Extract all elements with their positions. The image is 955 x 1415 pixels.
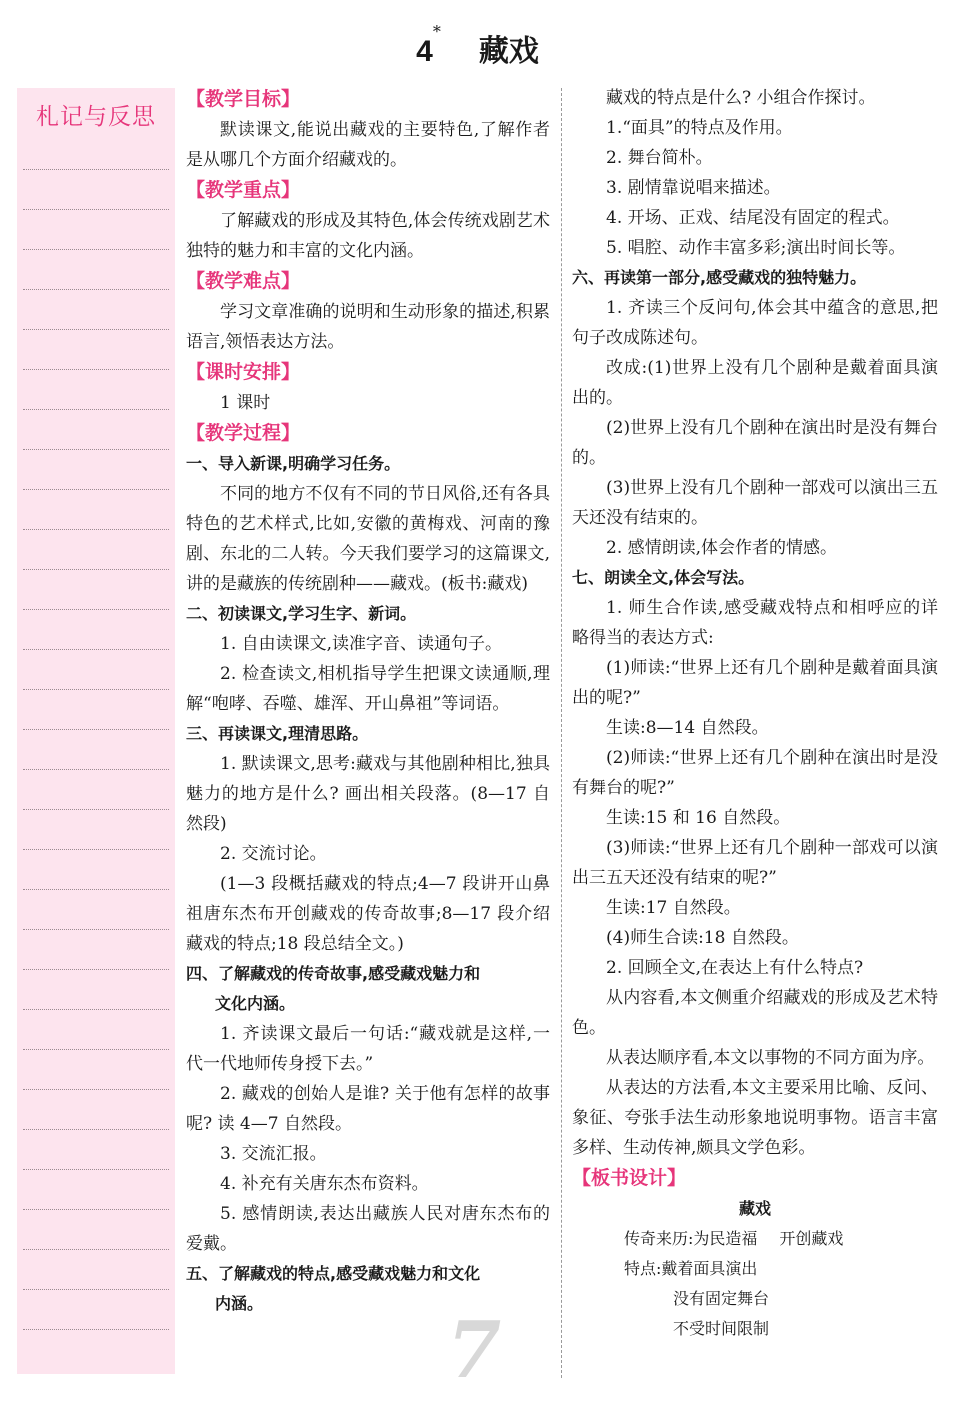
step-5-text: 藏戏的特点是什么? 小组合作探讨。 <box>606 88 876 108</box>
step-7-item: (4)师生合读:18 自然段。 <box>606 928 799 948</box>
board-line <box>572 1224 938 1254</box>
note-line <box>23 569 169 570</box>
key-text: 了解藏戏的形成及其特色,体会传统戏剧艺术独特的魅力和丰富的文化内涵。 <box>186 211 550 261</box>
step-7-item: (3)师读:“世界上还有几个剧种一部戏可以演出三五天还没有结束的呢?” <box>572 838 938 888</box>
note-line <box>23 209 169 210</box>
step-4-item: 4. 补充有关唐东杰布资料。 <box>220 1174 429 1194</box>
step-heading-6: 六、再读第一部分,感受藏戏的独特魅力。 <box>572 268 867 287</box>
step-1-text: 不同的地方不仅有不同的节日风俗,还有各具特色的艺术样式,比如,安徽的黄梅戏、河南的豫剧、东北的二人转。今天我们要学习的这篇课文,讲的是藏族的传统剧种——藏戏。(板书:藏戏) <box>186 484 550 594</box>
note-line <box>23 169 169 170</box>
step-7-item: 从表达顺序看,本文以事物的不同方面为序。 <box>606 1048 935 1068</box>
note-line <box>23 969 169 970</box>
schedule-text: 1 课时 <box>220 393 271 413</box>
step-7-item: (1)师读:“世界上还有几个剧种是戴着面具演出的呢?” <box>572 658 938 708</box>
section-heading-difficulty: 【教学难点】 <box>186 270 301 292</box>
note-line <box>23 369 169 370</box>
lesson-star-mark: * <box>432 22 441 41</box>
note-line <box>23 1049 169 1050</box>
note-line <box>23 1129 169 1130</box>
step-6-item: (3)世界上没有几个剧种一部戏可以演出三五天还没有结束的。 <box>572 478 938 528</box>
step-4-item: 2. 藏戏的创始人是谁? 关于他有怎样的故事呢? 读 4—7 自然段。 <box>186 1084 550 1134</box>
right-column <box>572 83 938 1344</box>
step-5-item: 3. 剧情靠说唱来描述。 <box>606 178 781 198</box>
note-line <box>23 849 169 850</box>
step-heading-2: 二、初读课文,学习生字、新词。 <box>186 604 417 623</box>
note-line <box>23 1169 169 1170</box>
step-5-item: 4. 开场、正戏、结尾没有固定的程式。 <box>606 208 900 228</box>
section-heading-goal: 【教学目标】 <box>186 88 301 110</box>
note-line <box>23 649 169 650</box>
note-line <box>23 329 169 330</box>
note-line <box>23 1009 169 1010</box>
step-heading-3: 三、再读课文,理清思路。 <box>186 724 369 743</box>
step-heading-1: 一、导入新课,明确学习任务。 <box>186 454 401 473</box>
difficulty-text: 学习文章准确的说明和生动形象的描述,积累语言,领悟表达方法。 <box>186 302 550 352</box>
step-4-item: 5. 感情朗读,表达出藏族人民对唐东杰布的爱戴。 <box>186 1204 550 1254</box>
section-heading-process: 【教学过程】 <box>186 422 301 444</box>
step-7-item: 生读:8—14 自然段。 <box>606 718 769 738</box>
left-column <box>186 84 550 1319</box>
note-line <box>23 289 169 290</box>
section-heading-schedule: 【课时安排】 <box>186 361 301 383</box>
step-7-item: 从表达的方法看,本文主要采用比喻、反问、象征、夸张手法生动形象地说明事物。语言丰富多样、生动传神,颇具文学色彩。 <box>572 1078 938 1158</box>
note-line <box>23 769 169 770</box>
note-line <box>23 809 169 810</box>
step-3-item: (1—3 段概括藏戏的特点;4—7 段讲开山鼻祖唐东杰布开创藏戏的传奇故事;8—17 段介绍藏戏的特点;18 段总结全文。) <box>186 874 550 954</box>
step-3-item: 2. 交流讨论。 <box>220 844 327 864</box>
goal-text: 默读课文,能说出藏戏的主要特色,了解作者是从哪几个方面介绍藏戏的。 <box>186 120 550 170</box>
board-origin-result: 开创藏戏 <box>779 1229 844 1248</box>
step-5-item: 2. 舞台简朴。 <box>606 148 713 168</box>
step-heading-5-cont: 内涵。 <box>215 1294 264 1313</box>
step-heading-4-cont: 文化内涵。 <box>215 994 296 1013</box>
note-line <box>23 409 169 410</box>
board-title: 藏戏 <box>738 1199 771 1218</box>
note-line <box>23 529 169 530</box>
step-3-item: 1. 默读课文,思考:藏戏与其他剧种相比,独具魅力的地方是什么? 画出相关段落。(8—17 自然段) <box>186 754 550 834</box>
notes-sidebar <box>17 88 175 1374</box>
note-line <box>23 1329 169 1330</box>
lesson-title: 藏戏 <box>478 34 539 69</box>
step-7-item: 生读:17 自然段。 <box>606 898 741 918</box>
note-line <box>23 929 169 930</box>
note-line <box>23 1209 169 1210</box>
step-7-item: 生读:15 和 16 自然段。 <box>606 808 791 828</box>
page-number: 7 <box>447 1305 502 1396</box>
sidebar-title: 札记与反思 <box>36 104 156 130</box>
step-6-item: 2. 感情朗读,体会作者的情感。 <box>606 538 838 558</box>
page-title <box>0 22 955 70</box>
board-line: 没有固定舞台 <box>673 1289 770 1308</box>
step-4-item: 3. 交流汇报。 <box>220 1144 327 1164</box>
note-line <box>23 449 169 450</box>
step-5-item: 5. 唱腔、动作丰富多彩;演出时间长等。 <box>606 238 906 258</box>
step-5-item: 1.“面具”的特点及作用。 <box>606 118 793 138</box>
note-line <box>23 1249 169 1250</box>
step-heading-5: 五、了解藏戏的特点,感受藏戏魅力和文化 <box>186 1264 481 1283</box>
step-2-item: 1. 自由读课文,读准字音、读通句子。 <box>220 634 503 654</box>
step-6-item: 改成:(1)世界上没有几个剧种是戴着面具演出的。 <box>572 358 938 408</box>
step-heading-4: 四、了解藏戏的传奇故事,感受藏戏魅力和 <box>186 964 481 983</box>
step-7-item: 2. 回顾全文,在表达上有什么特点? <box>606 958 864 978</box>
note-line <box>23 1289 169 1290</box>
note-line <box>23 689 169 690</box>
step-7-item: 1. 师生合作读,感受藏戏特点和相呼应的详略得当的表达方式: <box>572 598 938 648</box>
section-heading-key: 【教学重点】 <box>186 179 301 201</box>
board-line: 特点:戴着面具演出 <box>624 1259 758 1278</box>
note-line <box>23 889 169 890</box>
section-heading-board: 【板书设计】 <box>572 1167 687 1189</box>
lesson-number: 4 <box>416 35 433 68</box>
board-line: 不受时间限制 <box>673 1319 770 1338</box>
note-line <box>23 249 169 250</box>
step-7-item: 从内容看,本文侧重介绍藏戏的形成及艺术特色。 <box>572 988 938 1038</box>
note-line <box>23 489 169 490</box>
step-2-item: 2. 检查读文,相机指导学生把课文读通顺,理解“咆哮、吞噬、雄浑、开山鼻祖”等词语。 <box>186 664 550 714</box>
column-divider <box>561 88 562 1378</box>
note-line <box>23 609 169 610</box>
step-4-item: 1. 齐读课文最后一句话:“藏戏就是这样,一代一代地师传身授下去。” <box>186 1024 550 1074</box>
note-line <box>23 729 169 730</box>
step-6-item: (2)世界上没有几个剧种在演出时是没有舞台的。 <box>572 418 938 468</box>
note-line <box>23 1089 169 1090</box>
step-heading-7: 七、朗读全文,体会写法。 <box>572 568 755 587</box>
board-origin: 传奇来历:为民造福 <box>624 1229 758 1248</box>
step-6-item: 1. 齐读三个反问句,体会其中蕴含的意思,把句子改成陈述句。 <box>572 298 938 348</box>
step-7-item: (2)师读:“世界上还有几个剧种在演出时是没有舞台的呢?” <box>572 748 938 798</box>
